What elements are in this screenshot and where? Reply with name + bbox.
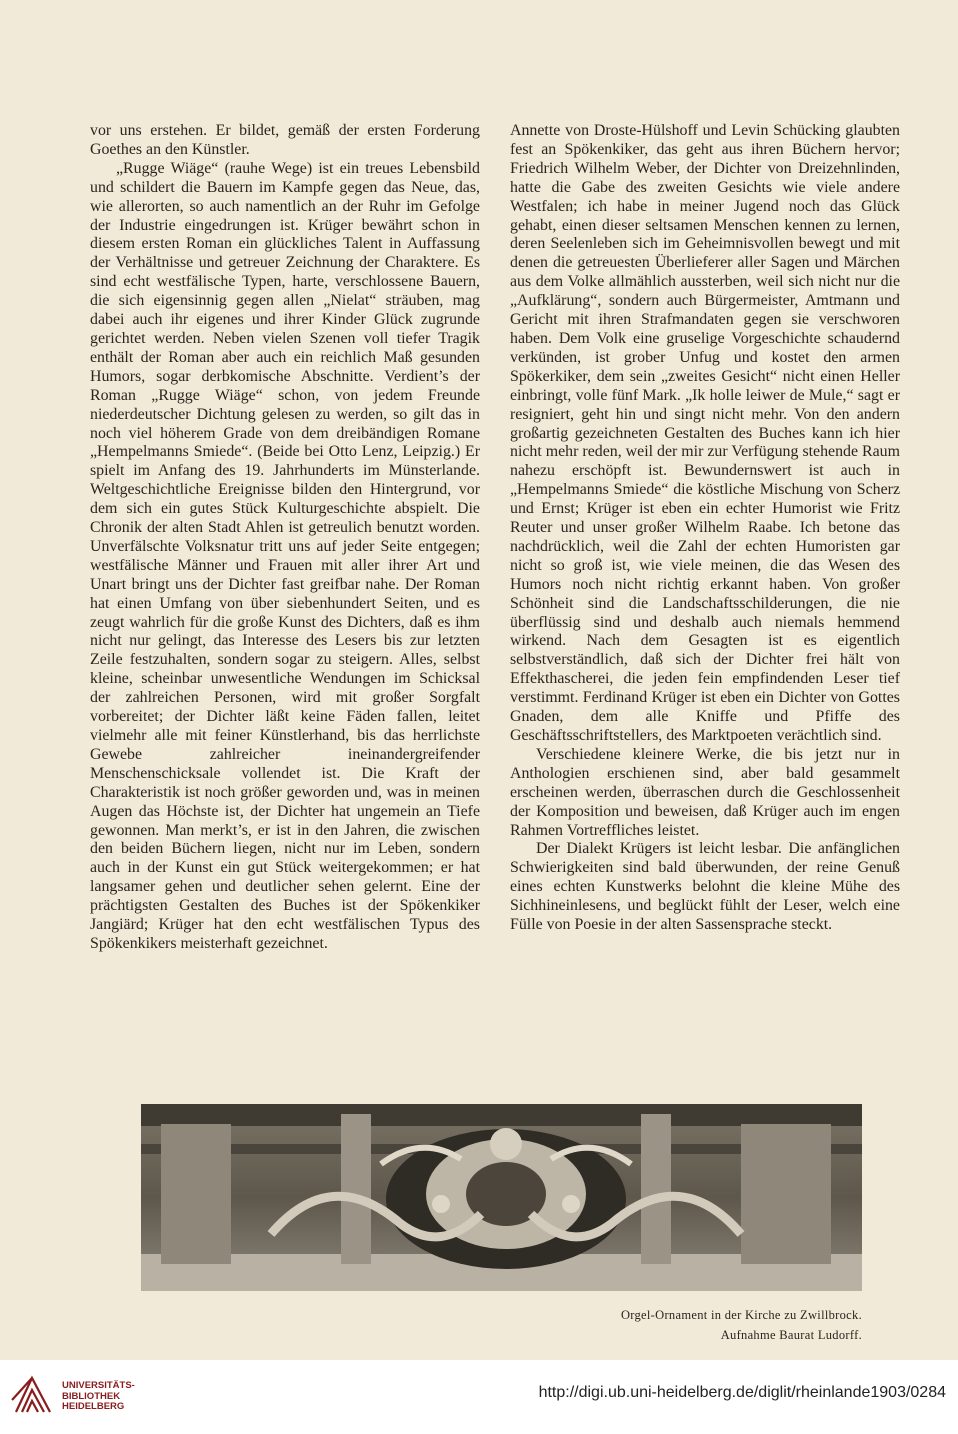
university-library-logo-icon: [10, 1372, 56, 1418]
paragraph: „Rugge Wiäge“ (rauhe Wege) ist ein treues Lebensbild und schildert die Bauern im Kampfe gegen das Neue, das, wie allerorten, so auch namentlich an der Ruhr im Gefolge der Industrie eingedrungen ist. Krüger bewährt schon in diesem ersten Roman ein glückliches Talent in Auffassung der Verhältnisse und getreuer Zeichnung der Charaktere. Es sind echt westfälische Typen, harte, verschlossene Bauern, die sich eigensinnig gegen allen „Nielat“ sträuben, mag dabei auch ihr eigenes und ihrer Kinder Glück zugrunde gerichtet werden. Neben vielen Szenen voll tiefer Tragik enthält der Roman aber auch ein reichlich Maß gesunden Humors, sogar derbkomische Abschnitte. Verdient’s der Roman „Rugge Wiäge“ schon, von jedem Freunde niederdeutscher Dichtung gelesen zu werden, so gilt das in noch viel höherem Grade von dem dreibändigen Romane „Hempelmanns Smiede“. (Beide bei Otto Lenz, Leipzig.) Er spielt im Anfang des 19. Jahrhunderts im Münsterlande. Weltgeschichtliche Ereignisse bilden den Hintergrund, vor dem sich ein gutes Stück Kulturgeschichte abspielt. Die Chronik der alten Stadt Ahlen ist getreulich benutzt worden. Unverfälschte Volksnatur tritt uns auf jeder Seite entgegen; westfälische Männer und Frauen mit aller ihrer Art und Unart bringt uns der Dichter fast greifbar nahe. Der Roman hat einen Umfang von über siebenhundert Seiten, und es zeugt wahrlich für die große Kunst des Dichters, daß es ihm nicht nur gelingt, das Interesse des Lesers bis zur letzten Zeile festzuhalten, sondern sogar zu steigern. Alles, selbst kleine, scheinbar unwesentliche Wendungen im Schicksal der zahlreichen Personen, wird mit großer Sorgfalt vorbereitet; der Dichter läßt keine Fäden fallen, leitet vielmehr alle mit feiner Künstlerhand, bis das herrlichste Gewebe zahlreicher ineinandergreifender Menschenschicksale vollendet ist. Die Kraft der Charakteristik ist noch größer geworden und, was in meinen Augen das Höchste ist, der Dichter hat ungemein an Tiefe gewonnen. Man merkt’s, er ist in den Jahren, die zwischen den beiden Büchern liegen, nicht nur im Leben, sondern auch in der Kunst ein gut Stück weitergekommen; er hat langsamer gehen und deutlicher sehen gelernt. Eine der prächtigsten Gestalten des Buches ist der Spökenkiker Jangiärd; Krüger hat den echt westfälischen Typus des Spökenkikers meisterhaft gezeichnet.: [90, 159, 480, 952]
library-name-line: UNIVERSITÄTS-: [62, 1380, 135, 1391]
right-column: [510, 122, 900, 935]
figure-credit: Aufnahme Baurat Ludorff.: [720, 1328, 862, 1342]
paragraph: Der Dialekt Krügers ist leicht lesbar. Die anfänglichen Schwierigkeiten sind bald überwunden, der reine Genuß eines echten Kunstwerks belohnt die kleine Mühe des Sichhineinlesens, und beglückt fühlt der Leser, welch eine Fülle von Poesie in der alten Sassensprache steckt.: [510, 840, 900, 934]
footer: [0, 1360, 958, 1434]
library-name-line: BIBLIOTHEK: [62, 1390, 121, 1402]
organ-ornament-photo: [141, 1104, 862, 1291]
permalink-url[interactable]: http://digi.ub.uni-heidelberg.de/diglit/rheinlande1903/0284: [538, 1384, 946, 1401]
figure-caption: Orgel-Ornament in der Kirche zu Zwillbrock.: [620, 1308, 862, 1322]
library-name: [62, 1381, 135, 1413]
library-name-line: HEIDELBERG: [62, 1401, 125, 1412]
paragraph: Verschiedene kleinere Werke, die bis jetzt nur in Anthologien erschienen sind, aber bald gesammelt erscheinen werden, überraschen durch die Geschlossenheit der Komposition und beweisen, daß Krüger auch im engen Rahmen Vortreffliches leistet.: [510, 745, 900, 839]
paragraph: Annette von Droste-Hülshoff und Levin Schücking glaubten fest an Spökenkiker, das geht aus ihren Büchern hervor; Friedrich Wilhelm Weber, der Dichter von Dreizehnlinden, hatte die Gabe des zweiten Gesichts wie viele andere Westfalen; ich habe in meiner Jugend noch das Glück gehabt, einen dieser seltsamen Menschen kennen zu lernen, deren Seelenleben sich im Geheimnisvollen bewegt und mit denen die getreuesten Überlieferer aller Sagen und Märchen aus dem Volke allmählich aussterben, weil sich nicht nur die „Aufklärung“, sondern auch Bürgermeister, Amtmann und Gericht mit ihren Strafmandaten gegen sie verschworen haben. Dem Volk eine gruselige Vorgeschichte schaudernd verkünden, ist grober Unfug und kostet den armen Spökerkiker, dem sein „zweites Gesicht“ nicht einen Heller einbringt, volle fünf Mark. „Ik holle leiwer de Mule,“ sagt er resigniert, geht hin und singt nicht mehr. Von den andern großartig gezeichneten Gestalten des Buches kann ich hier nicht mehr reden, weil der mir zur Verfügung stehende Raum nahezu erschöpft ist. Bewundernswert ist auch in „Hempelmanns Smiede“ die köstliche Mischung von Scherz und Ernst; Krüger ist eben ein echter Humorist wie Fritz Reuter und unser großer Wilhelm Raabe. Ich betone das nachdrücklich, weil die Zahl der echten Humoristen gar nicht so groß ist, wie viele meinen, die das Wesen des Humors noch nicht richtig erkannt haben. Von großer Schönheit sind die Landschaftsschilderungen, die nie überflüssig sind und deshalb auch niemals hemmend wirkend. Nach dem Gesagten ist es eigentlich selbstverständlich, daß sich der Dichter frei hält von Effekthascherei, die jeden fein empfindenden Leser tief verstimmt. Ferdinand Krüger ist eben ein Dichter von Gottes Gnaden, dem alle Kniffe und Pfiffe des Geschäftsschriftstellers, des Marktpoeten verächtlich sind.: [510, 122, 900, 744]
left-column: [90, 122, 480, 954]
paragraph: vor uns erstehen. Er bildet, gemäß der ersten Forderung Goethes an den Künstler.: [90, 122, 480, 158]
